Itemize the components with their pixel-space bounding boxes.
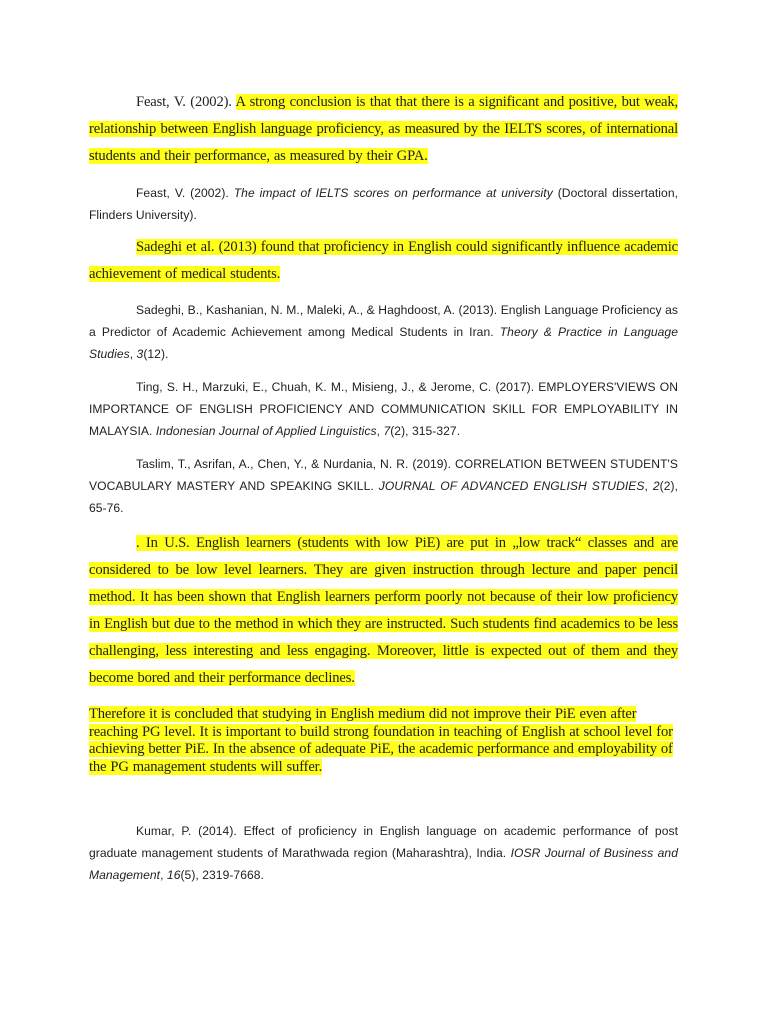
taslim-ref-sep: ,: [644, 479, 653, 493]
ting-ref-sep: ,: [376, 424, 384, 438]
taslim-ref-journal: JOURNAL OF ADVANCED ENGLISH STUDIES: [378, 479, 645, 493]
ting-ref-text: Ting, S. H., Marzuki, E., Chuah, K. M., Misieng, J., & Jerome, C. (2017). EMPLOYERS'VIEWS ON IMPORTANCE OF ENGLISH PROFICIENCY AND COMMUNICATION SKILL FOR EMPLOYABILITY IN MALAYSIA.: [89, 380, 678, 438]
feast-reference: [89, 182, 678, 226]
feast-quote-paragraph: [89, 89, 678, 170]
taslim-reference: [89, 453, 678, 519]
kumar-ref-text: Kumar, P. (2014). Effect of proficiency in English language on academic performance of post graduate management students of Marathwada region (Maharashtra), India.: [89, 824, 678, 860]
kumar-reference: [89, 820, 678, 886]
feast-quote-prefix: Feast, V. (2002).: [136, 94, 236, 110]
ting-ref-volume: 7: [383, 424, 391, 438]
sadeghi-ref-issue: (12).: [143, 347, 169, 361]
sadeghi-ref-journal: Theory & Practice in Language Studies: [89, 325, 678, 361]
taslim-ref-text: Taslim, T., Asrifan, A., Chen, Y., & Nurdania, N. R. (2019). CORRELATION BETWEEN STUDENT'S VOCABULARY MASTERY AND SPEAKING SKILL.: [89, 457, 678, 493]
sadeghi-ref-text: Sadeghi, B., Kashanian, N. M., Maleki, A., & Haghdoost, A. (2013). English Language Proficiency as a Predictor of Academic Achievement among Medical Students in Iran.: [89, 303, 678, 339]
sadeghi-quote-paragraph: [89, 234, 678, 288]
kumar-ref-volume: 16: [166, 868, 181, 882]
sadeghi-reference: [89, 299, 678, 365]
kumar-ref-journal: IOSR Journal of Business and Management: [89, 846, 678, 882]
us-learners-highlight: . In U.S. English learners (students with low PiE) are put in „low track“ classes and are considered to be low level learners. They are given instruction through lecture and paper pencil method. It has been shown that English learners perform poorly not because of their low proficiency in English but due to the method in which they are instructed. Such students find academics to be less challenging, less interesting and less engaging. Moreover, little is expected out of them and they become bored and their performance declines.: [89, 535, 678, 686]
sadeghi-quote-highlight: Sadeghi et al. (2013) found that proficiency in English could significantly influence academic achievement of medical students.: [89, 239, 678, 282]
conclusion-paragraph: [89, 706, 678, 776]
sadeghi-ref-volume: 3: [136, 347, 144, 361]
ting-ref-pages: (2), 315-327.: [390, 424, 461, 438]
sadeghi-ref-sep: ,: [129, 347, 137, 361]
feast-quote-highlight: A strong conclusion is that that there is a significant and positive, but weak, relationship between English language proficiency, as measured by the IELTS scores, of international students and their performance, as measured by their GPA.: [89, 94, 679, 164]
feast-ref-source: (Doctoral dissertation, Flinders University).: [89, 186, 679, 222]
feast-ref-title: The impact of IELTS scores on performance at university: [233, 186, 553, 200]
us-learners-paragraph: [89, 530, 678, 692]
ting-reference: [89, 376, 678, 442]
ting-ref-journal: Indonesian Journal of Applied Linguistics: [155, 424, 377, 438]
taslim-ref-pages: (2), 65-76.: [89, 479, 678, 515]
feast-ref-authors: Feast, V. (2002).: [136, 186, 234, 200]
kumar-ref-sep: ,: [160, 868, 167, 882]
taslim-ref-volume: 2: [652, 479, 660, 493]
kumar-ref-pages: (5), 2319-7668.: [180, 868, 264, 882]
conclusion-highlight: Therefore it is concluded that studying in English medium did not improve their PiE even after reaching PG level. It is important to build strong foundation in teaching of English at school level for achieving better PiE. In the absence of adequate PiE, the academic performance and employability of the PG management students will suffer.: [89, 706, 673, 775]
